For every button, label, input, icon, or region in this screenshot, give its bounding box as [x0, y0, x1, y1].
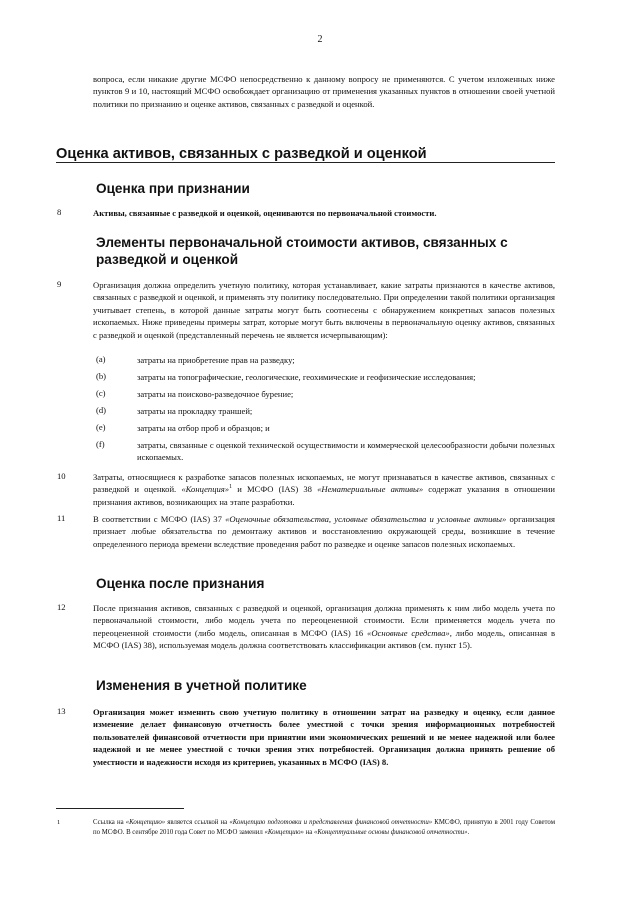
footnote-rule [56, 808, 184, 809]
paragraph-number: 12 [57, 602, 66, 612]
paragraph-number: 8 [57, 207, 62, 217]
footnote-text: Ссылка на «Концепцию» является ссылкой на «Концепцию подготовки и представления финансовой отчетности» КМСФО, принятую в 2001 году Советом по МСФО. В сентябре 2010 года Совет по МСФО заменил «Концепцию» на «Концептуальные основы финансовой отчетности». [93, 819, 555, 836]
paragraph-11: В соответствии с МСФО (IAS) 37 «Оценочные обязательства, условные обязательства и условные активы» организация признает любые обязательства по демонтажу активов и восстановлению окружающей среды, возникшие в течение определенного периода времени вследствие проведения работ по разведке и оценке запасов полезных ископаемых. [93, 514, 555, 549]
list-letter: (c) [96, 388, 106, 398]
paragraph-12: После признания активов, связанных с разведкой и оценкой, организация должна применять к ним либо модель учета по первоначальной стоимости, либо модель учета по переоцененной стоимости. Если применяется модель учета по переоцененной стоимости (либо модель, описанная в МСФО (IAS) 16 «Основные средства», либо модель, описанная в МСФО (IAS) 38), используемая модель должна соответствовать классификации активов (см. пункт 15). [93, 603, 556, 651]
paragraph-13: Организация может изменить свою учетную политику в отношении затрат на разведку и оценку, если данное изменение делает финансовую отчетность более уместной с точки зрения информационных потребностей пользователей финансовой отчетности при принятии ими экономических решений и не менее надежной или более надежной и не менее уместной с точки зрения этих потребностей. Организация должна принять решение об уместности и надежности исходя из критериев, указанных в МСФО (IAS) 8. [93, 707, 555, 767]
paragraph-number: 11 [57, 513, 66, 523]
list-letter: (d) [96, 405, 107, 415]
list-item: затраты на приобретение прав на разведку; [137, 355, 295, 365]
list-item: затраты на поисково-разведочное бурение; [137, 389, 294, 399]
recognition-heading: Оценка при признании [96, 181, 250, 196]
page-number: 2 [317, 34, 323, 45]
list-letter: (b) [96, 371, 107, 381]
list-letter: (f) [96, 439, 105, 449]
paragraph-number: 13 [57, 706, 66, 716]
paragraph-number: 10 [57, 471, 66, 481]
list-letter: (a) [96, 354, 106, 364]
after-recognition-heading: Оценка после признания [96, 576, 265, 591]
footnote-mark: 1 [57, 819, 61, 826]
paragraph-10: Затраты, относящиеся к разработке запасов полезных ископаемых, не могут признаваться в качестве активов, связанных с разведкой и оценкой. «Концепция»$^1$ и МСФО (IAS) 38 «Нематериальные активы» содержат указания в отношении признания активов, возникающих на этапе разработки. [93, 472, 555, 507]
list-item: затраты на отбор проб и образцов; и [137, 423, 270, 433]
paragraph-number: 9 [57, 279, 62, 289]
paragraph-8: Активы, связанные с разведкой и оценкой, оцениваются по первоначальной стоимости. [93, 208, 437, 218]
heading-rule [56, 162, 555, 163]
list-item: затраты, связанные с оценкой технической осуществимости и коммерческой целесообразности добычи полезных ископаемых. [137, 440, 555, 463]
policy-changes-heading: Изменения в учетной политике [96, 678, 307, 693]
elements-heading: Элементы первоначальной стоимости активов, связанных с разведкой и оценкой [96, 235, 508, 267]
intro-paragraph: вопроса, если никакие другие МСФО непосредственно к данному вопросу не применяются. С учетом изложенных ниже пунктов 9 и 10, настоящий МСФО освобождает организацию от применения указанных пунктов в отношении своей учетной политики по признанию и оценке активов, связанных с разведкой и оценкой. [93, 74, 555, 109]
list-item: затраты на прокладку траншей; [137, 406, 253, 416]
list-item: затраты на топографические, геологические, геохимические и геофизические исследования; [137, 372, 476, 382]
list-letter: (e) [96, 422, 106, 432]
main-heading: Оценка активов, связанных с разведкой и оценкой [56, 146, 427, 162]
paragraph-9: Организация должна определить учетную политику, которая устанавливает, какие затраты признаются в качестве активов, связанных с разведкой и оценкой, и применять эту политику последовательно. При определении такой политики организация учитывает степень, в которой данные затраты могут быть соотнесены с обнаружением конкретных запасов полезных ископаемых. Ниже приведены примеры затрат, которые могут быть включены в первоначальную оценку активов, связанных с разведкой и оценкой (представленный перечень не является исчерпывающим): [93, 280, 555, 340]
